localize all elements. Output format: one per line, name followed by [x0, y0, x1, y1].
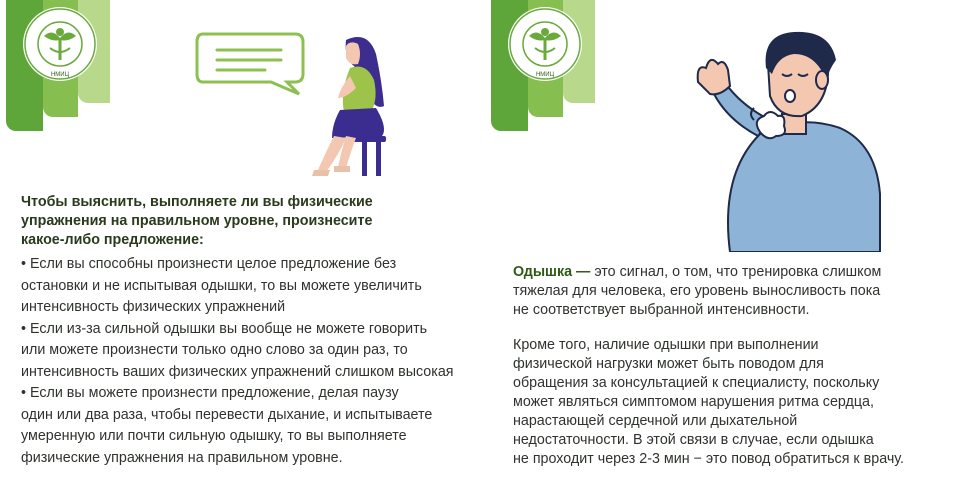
bullet-line: остановки и не испытывая одышки, то вы можете увеличить: [21, 277, 422, 294]
definition-line: это сигнал, о том, что тренировка слишком: [590, 264, 882, 280]
nmic-logo-icon: [22, 6, 98, 82]
bullet-line: или можете произнести только одно слово за один раз, то: [21, 342, 408, 358]
term-dyspnea: Одышка —: [513, 264, 591, 280]
bullet-line: • Если вы способны произнести целое предложение без: [21, 256, 397, 272]
bullet-line: • Если вы можете произнести предложение, делая паузу: [21, 385, 399, 401]
left-panel: [0, 0, 480, 500]
woman-speaking-illustration: [310, 36, 410, 182]
svg-text:НМИЦ: НМИЦ: [50, 72, 70, 78]
bullet-line: интенсивность ваших физических упражнений слишком высокая: [21, 363, 454, 380]
nmic-logo-icon: [507, 6, 583, 82]
right-panel: [485, 0, 965, 500]
paragraph-line: недостаточности. В этой связи в случае, если одышка: [513, 432, 874, 448]
paragraph-line: может являться симптомом нарушения ритма сердца,: [513, 394, 874, 410]
definition-line: не соответствует выбранной интенсивности.: [513, 302, 810, 318]
bullet-line: один или два раза, чтобы перевести дыхание, и испытываете: [21, 406, 433, 423]
exercise-check-text: [21, 193, 454, 469]
bullet-line: умеренную или почти сильную одышку, то вы выполняете: [21, 428, 407, 444]
man-short-of-breath-illustration: [690, 24, 890, 252]
dyspnea-definition: [513, 263, 881, 320]
heading-line: упражнения на правильном уровне, произнесите: [21, 213, 373, 229]
paragraph-line: обращения за консультацией к специалисту, поскольку: [513, 375, 880, 391]
bullet-line: физические упражнения на правильном уровне.: [21, 449, 343, 466]
heading-line: какое-либо предложение:: [21, 232, 204, 248]
paragraph-line: Кроме того, наличие одышки при выполнении: [513, 337, 819, 353]
bullet-list: [21, 254, 454, 469]
definition-line: тяжелая для человека, его уровень выносливость пока: [513, 283, 881, 299]
paragraph-line: не проходит через 2-3 мин − это повод обратиться к врачу.: [513, 451, 904, 467]
bullet-line: интенсивность физических упражнений: [21, 299, 286, 315]
paragraph-line: физической нагрузки может быть поводом для: [513, 356, 824, 372]
svg-text:НМИЦ: НМИЦ: [535, 72, 555, 78]
paragraph-line: нарастающей сердечной или дыхательной: [513, 413, 798, 429]
speech-bubble-icon: [195, 30, 315, 98]
heading-line: Чтобы выяснить, выполняете ли вы физические: [21, 194, 373, 210]
consult-paragraph: [513, 336, 904, 469]
bullet-line: • Если из-за сильной одышки вы вообще не можете говорить: [21, 320, 428, 337]
